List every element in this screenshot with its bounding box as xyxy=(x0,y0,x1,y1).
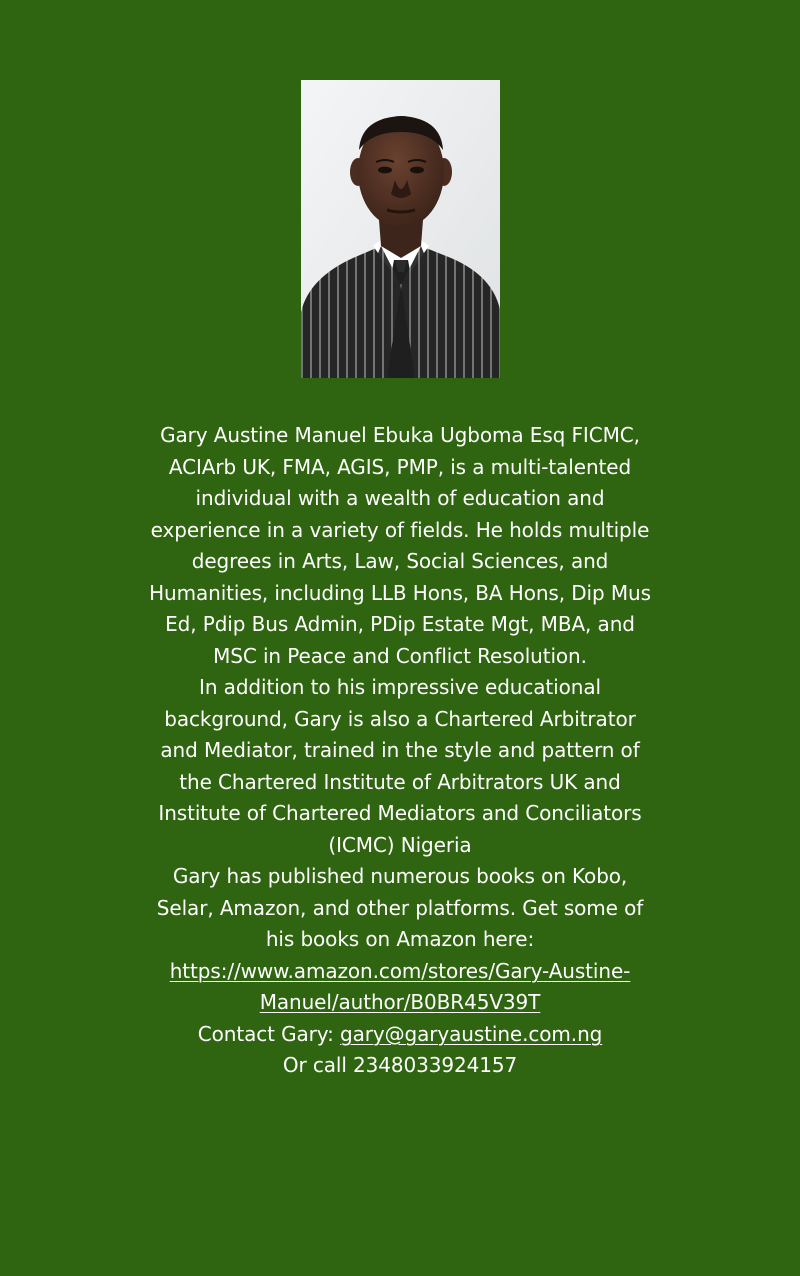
bio-text xyxy=(80,420,720,1082)
bio-line: degrees in Arts, Law, Social Sciences, and xyxy=(191,549,609,573)
bio-line: Institute of Chartered Mediators and Conciliators xyxy=(158,801,642,825)
bio-line: experience in a variety of fields. He holds multiple xyxy=(150,517,650,542)
bio-line: MSC in Peace and Conflict Resolution. xyxy=(213,643,587,668)
contact-line xyxy=(80,1019,720,1051)
call-line: Or call 2348033924157 xyxy=(282,1053,518,1077)
bio-line: Gary Austine Manuel Ebuka Ugboma Esq FICMC, xyxy=(160,423,640,447)
bio-line: Gary has published numerous books on Kobo, xyxy=(172,864,628,888)
bio-line: and Mediator, trained in the style and pattern of xyxy=(160,738,640,762)
amazon-link-line xyxy=(80,987,720,1019)
portrait-illustration xyxy=(301,80,500,378)
bio-line: Ed, Pdip Bus Admin, PDip Estate Mgt, MBA, and xyxy=(165,612,635,636)
bio-line: individual with a wealth of education and xyxy=(195,486,605,510)
bio-line: Selar, Amazon, and other platforms. Get some of xyxy=(156,895,644,920)
amazon-store-link[interactable]: https://www.amazon.com/stores/Gary-Austine- xyxy=(169,958,631,983)
bio-line: background, Gary is also a Chartered Arbitrator xyxy=(164,706,636,731)
amazon-link-line xyxy=(80,956,720,988)
bio-line: his books on Amazon here: xyxy=(265,927,535,951)
amazon-store-link-continued[interactable]: Manuel/author/B0BR45V39T xyxy=(259,990,541,1014)
bio-line: the Chartered Institute of Arbitrators UK and xyxy=(179,769,621,794)
contact-email-link[interactable]: gary@garyaustine.com.ng xyxy=(339,1021,603,1046)
bio-line: (ICMC) Nigeria xyxy=(328,832,472,857)
portrait-photo xyxy=(301,80,500,378)
bio-line: ACIArb UK, FMA, AGIS, PMP, is a multi-talented xyxy=(168,454,632,479)
bio-line: In addition to his impressive educational xyxy=(199,675,601,699)
bio-line: Humanities, including LLB Hons, BA Hons, Dip Mus xyxy=(149,580,651,605)
contact-label: Contact Gary: xyxy=(197,1021,340,1046)
